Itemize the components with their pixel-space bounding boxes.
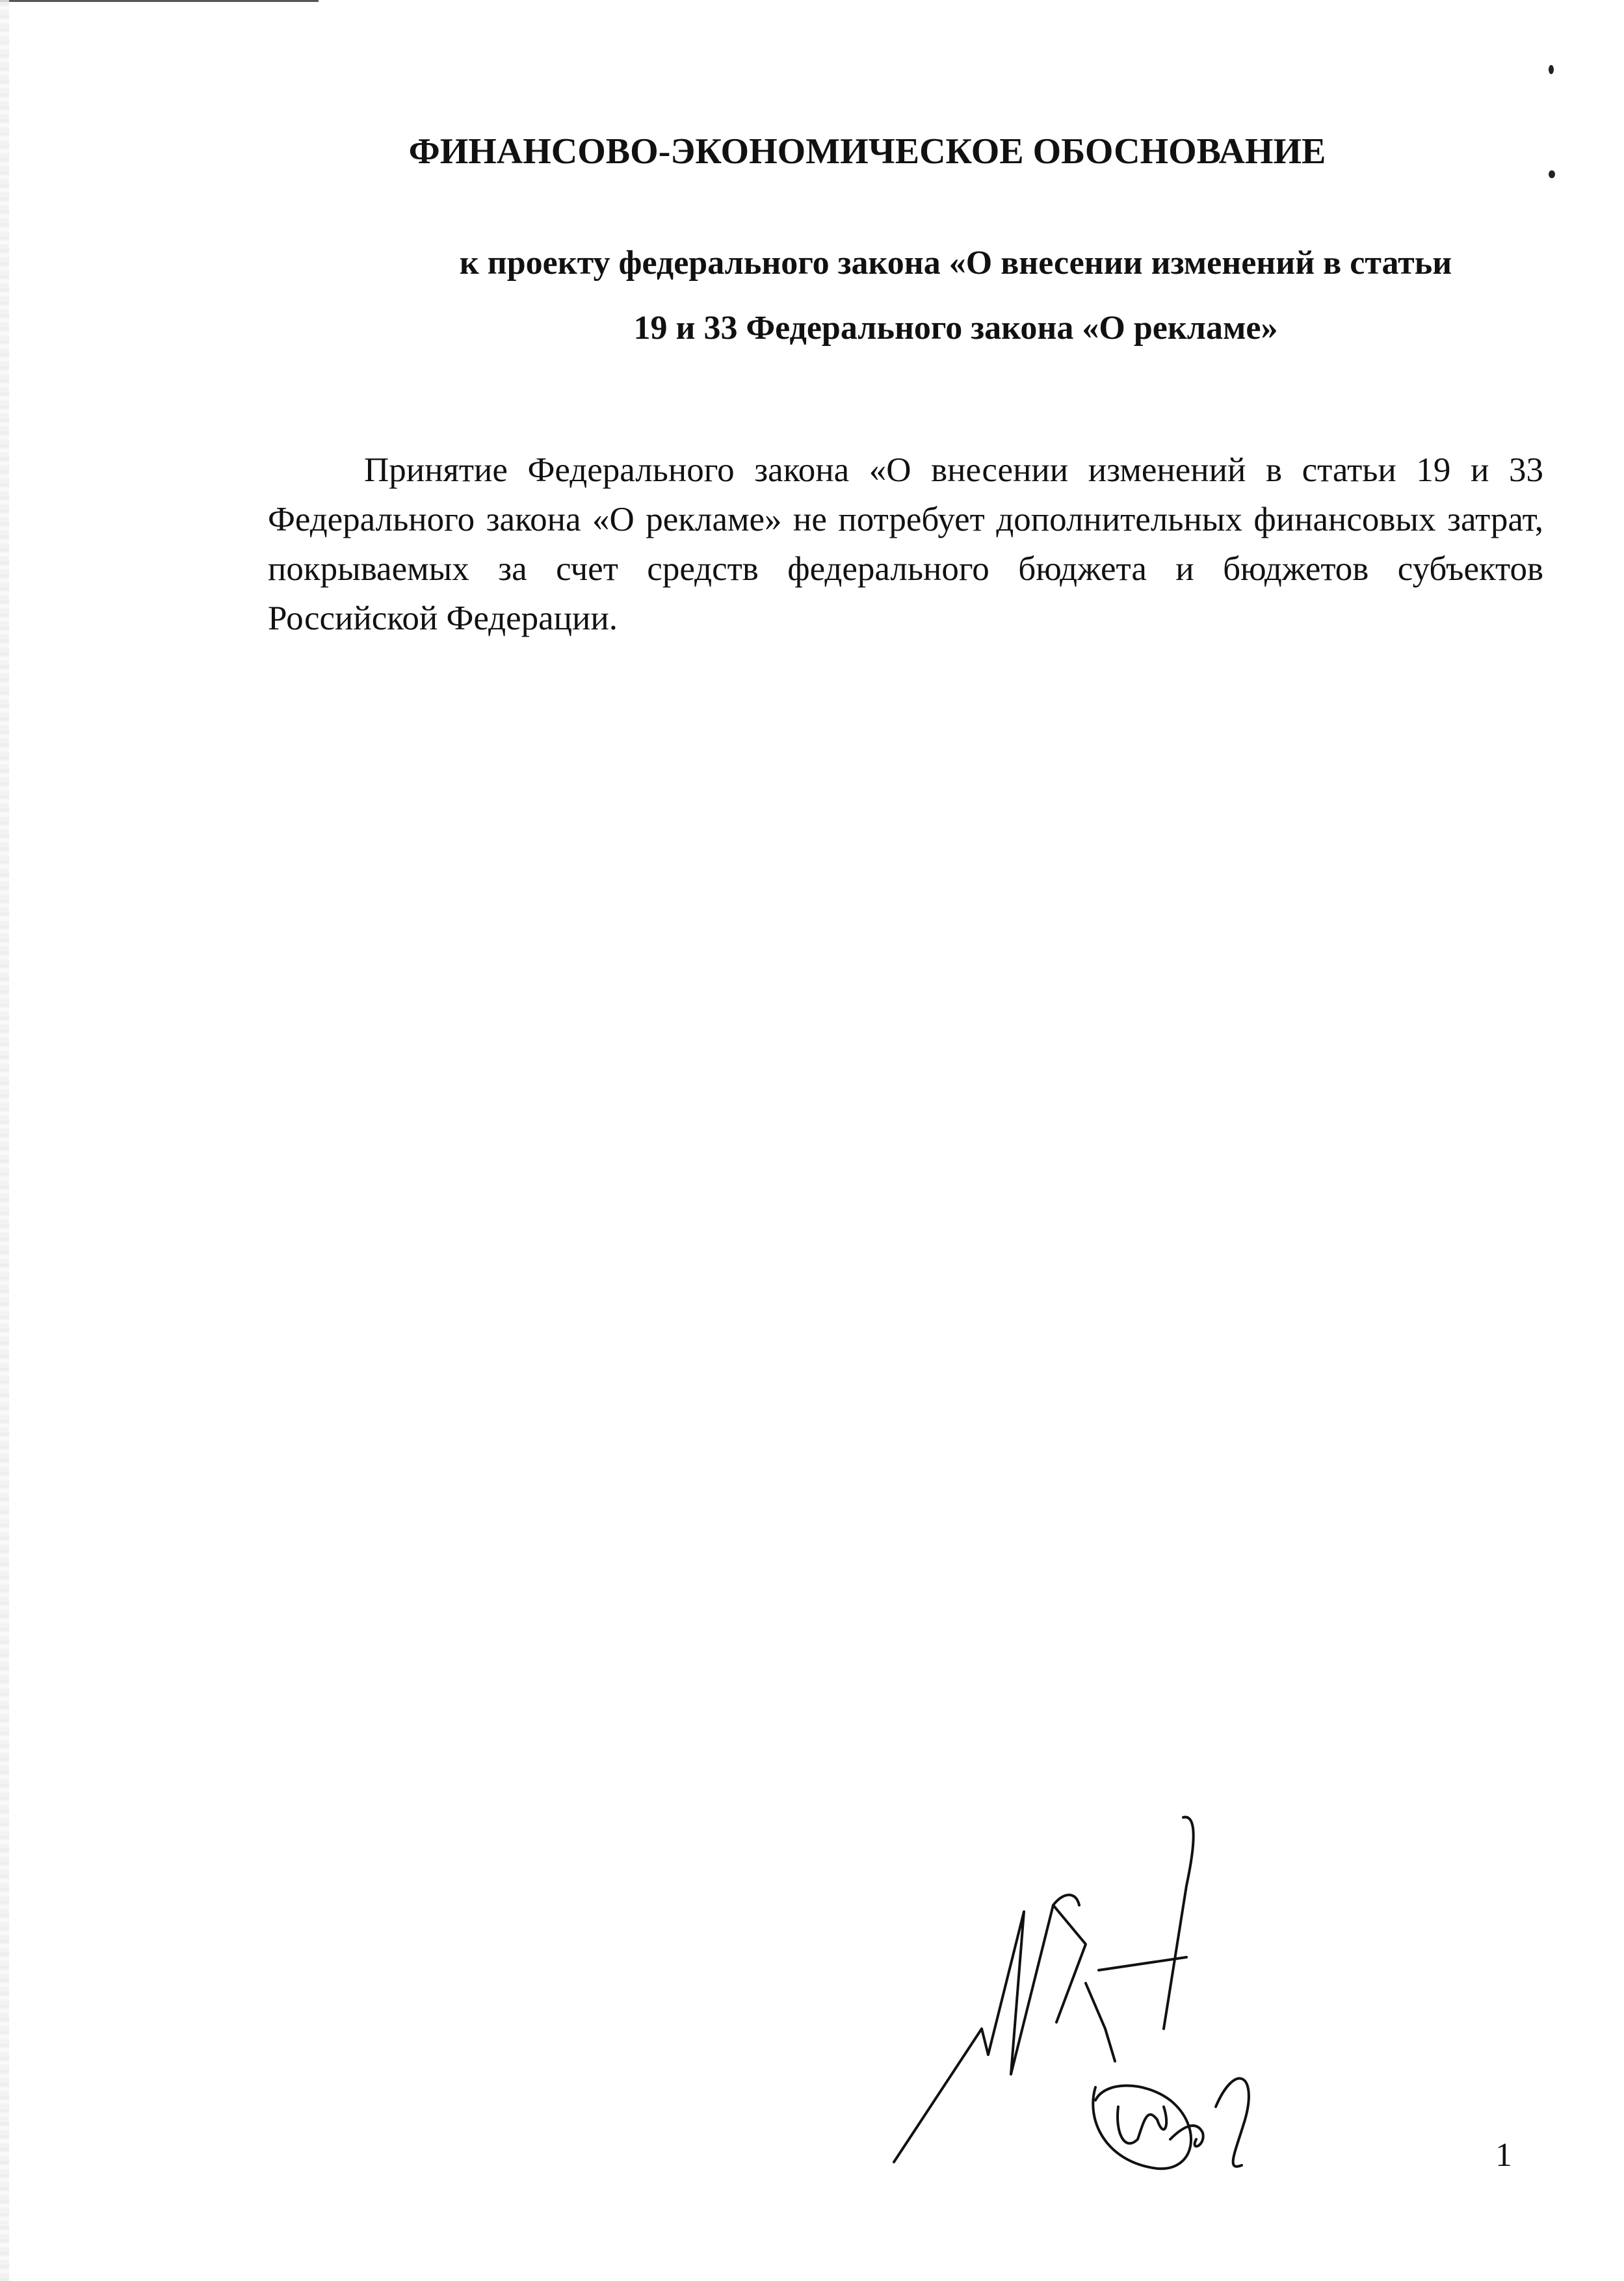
scan-edge-line [0, 0, 319, 2]
scan-edge-strip [0, 0, 9, 2281]
body-paragraph: Принятие Федерального закона «О внесении изменений в статьи 19 и 33 Федерального закона «О рекламе» не потребует дополнительных финансовых затрат, покрываемых за счет средств федерального бюджета и бюджетов субъектов Российской Федерации. [268, 451, 1543, 637]
page-number: 1 [1495, 2137, 1512, 2174]
document-title: ФИНАНСОВО-ЭКОНОМИЧЕСКОЕ ОБОСНОВАНИЕ [408, 131, 1326, 172]
subtitle-line-1: к проекту федерального закона «О внесении изменений в статьи [459, 244, 1452, 282]
subtitle-line-2: 19 и 33 Федерального закона «О рекламе» [633, 310, 1278, 347]
signature-icon [891, 1814, 1294, 2178]
document-subtitle [377, 231, 1534, 361]
scan-speck [1549, 65, 1554, 74]
scan-speck [1549, 170, 1555, 178]
